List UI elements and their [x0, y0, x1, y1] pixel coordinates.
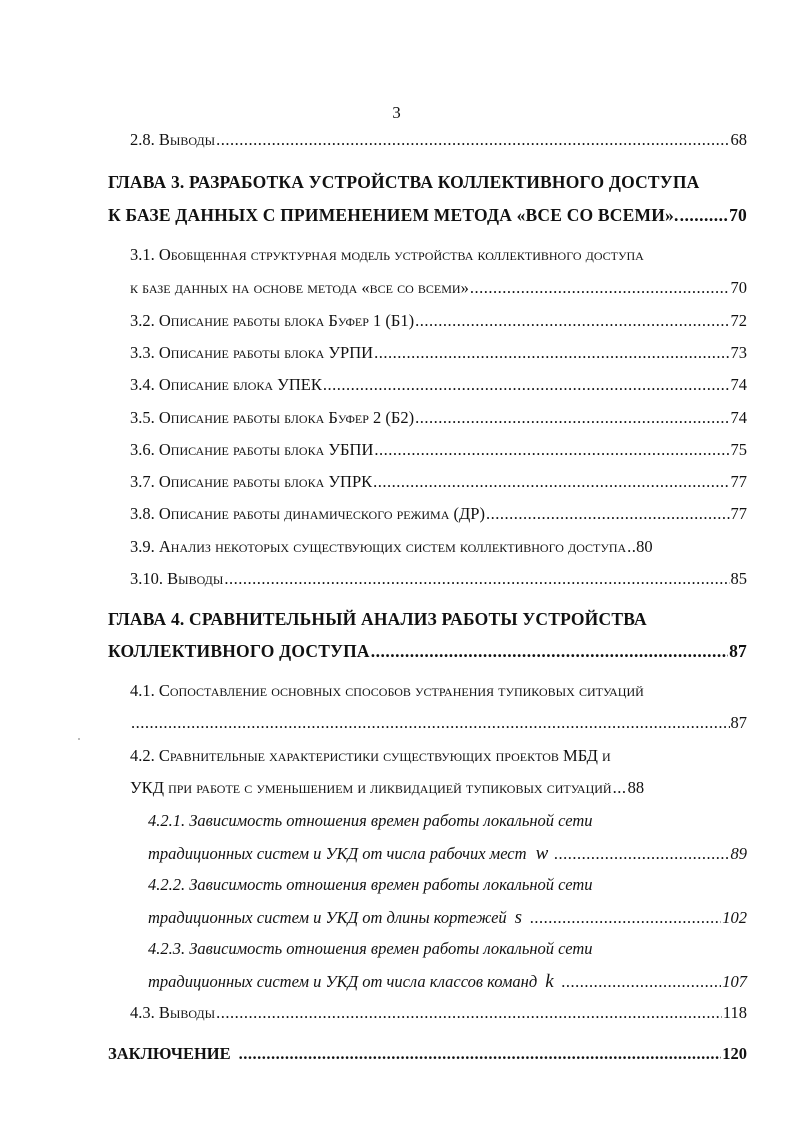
toc-entry-4-2-2-line1: [148, 875, 593, 895]
scan-artifact: [78, 738, 80, 740]
dot-leader: [554, 844, 729, 864]
toc-entry-page: 68: [730, 130, 747, 149]
dot-leader: [224, 569, 729, 589]
toc-entry-3-4: [130, 375, 747, 395]
toc-entry-page: 70: [730, 278, 747, 297]
toc-entry-4-2-1-line1: [148, 811, 593, 831]
toc-entry-page: 77: [730, 472, 747, 491]
toc-entry-label: 3.7. Описание работы блока УПРК: [130, 472, 373, 491]
toc-entry-label: традиционных систем и УКД от числа рабочих мест: [148, 844, 527, 863]
dot-leader: [216, 130, 729, 150]
dot-leader: [470, 278, 730, 298]
toc-entry-3-2: [130, 311, 747, 331]
dot-leader: [373, 472, 729, 492]
dot-leader: [486, 504, 730, 524]
toc-entry-label: 3.1. Обобщенная структурная модель устройства коллективного доступа: [130, 245, 644, 264]
dot-leader: [562, 972, 722, 992]
toc-entry-label: 3.5. Описание работы блока Буфер 2 (Б2): [130, 408, 415, 427]
toc-entry-page: 74: [730, 375, 747, 394]
toc-entry-label: К БАЗЕ ДАННЫХ С ПРИМЕНЕНИЕМ МЕТОДА «ВСЕ СО ВСЕМИ».: [108, 205, 679, 225]
dot-leader: [415, 408, 729, 428]
toc-entry-3-1-line2: [130, 278, 747, 298]
toc-entry-label: 3.3. Описание работы блока УРПИ: [130, 343, 374, 362]
toc-entry-label: 2.8. Выводы: [130, 130, 216, 149]
dot-leader: [627, 537, 635, 557]
toc-entry-label: 3.9. Анализ некоторых существующих систем коллективного доступа: [130, 537, 627, 556]
toc-entry-label: 3.4. Описание блока УПЕК: [130, 375, 322, 394]
toc-entry-label: КОЛЛЕКТИВНОГО ДОСТУПА: [108, 641, 370, 661]
toc-entry-page: 80: [636, 537, 653, 556]
toc-entry-page: 107: [722, 972, 747, 991]
chapter-3-title-line2: [108, 205, 747, 226]
toc-entry-2-8: [130, 130, 747, 150]
page-number: 3: [392, 103, 401, 122]
toc-entry-3-9: [130, 537, 747, 557]
toc-entry-label: традиционных систем и УКД от числа классов команд: [148, 972, 538, 991]
toc-entry-page: 102: [722, 908, 747, 927]
toc-entry-3-5: [130, 408, 747, 428]
toc-entry-page: 87: [730, 713, 747, 732]
toc-entry-4-2-1-line2: [148, 843, 747, 865]
toc-entry-page: 74: [730, 408, 747, 427]
toc-entry-page: 120: [722, 1044, 747, 1063]
toc-entry-3-7: [130, 472, 747, 492]
toc-entry-label: традиционных систем и УКД от длины кортежей: [148, 908, 507, 927]
chapter-3-title-line1: [108, 172, 700, 193]
toc-entry-label: ГЛАВА 4. СРАВНИТЕЛЬНЫЙ АНАЛИЗ РАБОТЫ УСТРОЙСТВА: [108, 609, 647, 629]
dot-leader: [613, 778, 627, 798]
dot-leader: [216, 1003, 722, 1023]
toc-entry-3-10: [130, 569, 747, 589]
dot-leader: [374, 343, 729, 363]
toc-entry-page: 75: [730, 440, 747, 459]
toc-entry-label: УКД при работе с уменьшением и ликвидацией тупиковых ситуаций: [130, 778, 612, 797]
toc-entry-label: 4.2.2. Зависимость отношения времен работы локальной сети: [148, 875, 593, 894]
toc-entry-page: 87: [729, 641, 747, 661]
toc-entry-page: 77: [730, 504, 747, 523]
toc-entry-page: 72: [730, 311, 747, 330]
toc-entry-3-3: [130, 343, 747, 363]
toc-entry-label: к базе данных на основе метода «все со всеми»: [130, 278, 469, 297]
toc-entry-label: 4.2.3. Зависимость отношения времен работы локальной сети: [148, 939, 593, 958]
toc-entry-label: 4.1. Сопоставление основных способов устранения тупиковых ситуаций: [130, 681, 644, 700]
toc-entry-page: 70: [729, 205, 747, 225]
dot-leader: [371, 641, 728, 662]
toc-entry-3-8: [130, 504, 747, 524]
toc-entry-label: 3.6. Описание работы блока УБПИ: [130, 440, 374, 459]
math-variable: k: [545, 971, 554, 992]
toc-entry-label: ЗАКЛЮЧЕНИЕ: [108, 1044, 231, 1063]
dot-leader: [680, 205, 729, 226]
toc-entry-4-2-3-line2: [148, 971, 747, 993]
chapter-4-title-line1: [108, 609, 647, 630]
dot-leader: [415, 311, 729, 331]
toc-entry-4-2-line1: [130, 746, 611, 766]
dot-leader: [374, 440, 729, 460]
toc-entry-label: 3.10. Выводы: [130, 569, 224, 588]
toc-entry-4-2-2-line2: [148, 907, 747, 929]
chapter-4-title-line2: [108, 641, 747, 662]
toc-entry-page: 89: [730, 844, 747, 863]
toc-entry-label: 3.8. Описание работы динамического режима (ДР): [130, 504, 485, 523]
toc-entry-label: 4.3. Выводы: [130, 1003, 216, 1022]
toc-entry-label: 3.2. Описание работы блока Буфер 1 (Б1): [130, 311, 415, 330]
toc-entry-4-2-line2: [130, 778, 747, 798]
dot-leader: [530, 908, 721, 928]
toc-entry-label: ГЛАВА 3. РАЗРАБОТКА УСТРОЙСТВА КОЛЛЕКТИВНОГО ДОСТУПА: [108, 172, 700, 192]
toc-entry-4-2-3-line1: [148, 939, 593, 959]
math-variable: s: [514, 907, 523, 928]
toc-entry-page: 88: [627, 778, 645, 797]
dot-leader: [323, 375, 730, 395]
toc-entry-label: 4.2. Сравнительные характеристики существующих проектов МБД и: [130, 746, 611, 765]
dot-leader: [239, 1044, 722, 1064]
toc-entry-4-3: [130, 1003, 747, 1023]
toc-entry-4-1-line1: [130, 681, 644, 701]
toc-entry-3-6: [130, 440, 747, 460]
toc-entry-conclusion: [108, 1044, 747, 1064]
toc-entry-page: 85: [730, 569, 747, 588]
math-variable: w: [535, 843, 549, 864]
toc-entry-page: 118: [722, 1003, 747, 1022]
toc-entry-3-1-line1: [130, 245, 644, 265]
toc-entry-4-1-line2: [130, 713, 747, 733]
toc-entry-label: 4.2.1. Зависимость отношения времен работы локальной сети: [148, 811, 593, 830]
toc-entry-page: 73: [730, 343, 747, 362]
dot-leader: [131, 713, 730, 733]
